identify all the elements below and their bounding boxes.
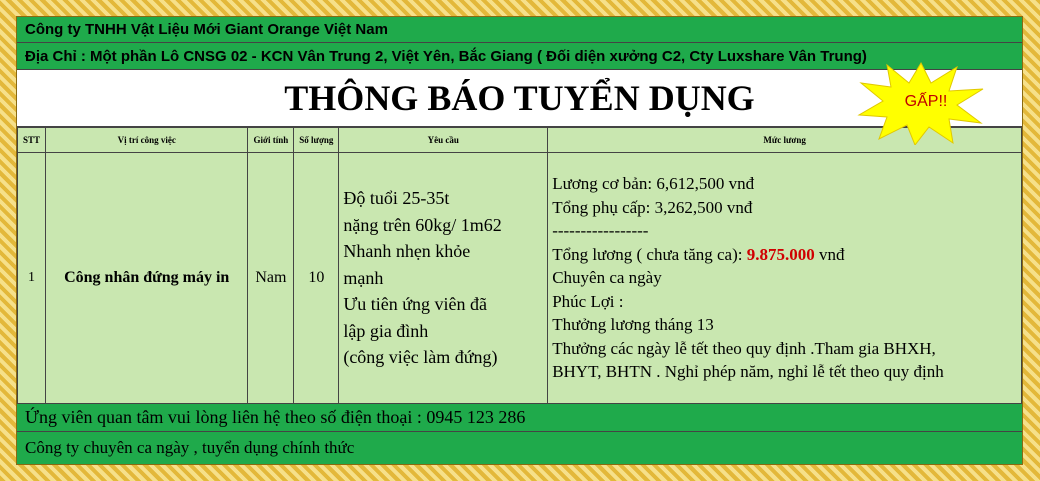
page-title: THÔNG BÁO TUYỂN DỤNG — [17, 70, 1022, 127]
cell-sex: Nam — [248, 153, 294, 404]
salary-allowance: Tổng phụ cấp: 3,262,500 vnđ — [552, 197, 753, 217]
col-header-quantity: Số lượng — [294, 128, 339, 153]
col-header-stt: STT — [18, 128, 46, 153]
shift-info: Chuyên ca ngày — [552, 268, 662, 288]
requirement-line: (công việc làm đứng) — [343, 347, 498, 368]
footer-note: Công ty chuyên ca ngày , tuyển dụng chính thức — [17, 432, 1022, 464]
urgent-badge: GẤP!! — [904, 93, 948, 110]
requirement-line: Ưu tiên ứng viên đã — [343, 294, 488, 315]
table-row — [18, 153, 1022, 404]
cell-quantity: 10 — [294, 153, 339, 404]
salary-total-unit: vnđ — [814, 244, 845, 264]
col-header-position: Vị trí công việc — [45, 128, 247, 153]
col-header-requirements: Yêu cầu — [339, 128, 548, 153]
requirement-line: Nhanh nhẹn khỏe — [343, 241, 471, 262]
cell-stt: 1 — [18, 153, 46, 404]
cell-requirements — [339, 153, 548, 404]
contact-line: Ứng viên quan tâm vui lòng liên hệ theo số điện thoại : 0945 123 286 — [17, 403, 1022, 432]
cell-salary — [548, 153, 1022, 404]
col-header-salary: Mức lương — [548, 128, 1022, 153]
col-header-sex: Giới tính — [248, 128, 294, 153]
salary-total-value: 9.875.000 — [746, 244, 815, 264]
company-address: Địa Chỉ : Một phần Lô CNSG 02 - KCN Vân Trung 2, Việt Yên, Bắc Giang ( Đối diện xưởng C2, Cty Luxshare Vân Trung) — [17, 43, 1022, 70]
cell-position: Công nhân đứng máy in — [45, 153, 247, 404]
requirement-line: Độ tuổi 25-35t — [343, 188, 450, 209]
notice-panel — [16, 16, 1023, 465]
job-table — [17, 127, 1022, 404]
company-name: Công ty TNHH Vật Liệu Mới Giant Orange Việt Nam — [17, 17, 1022, 43]
bonus-info: Thưởng lương tháng 13 — [552, 315, 714, 335]
requirement-line: lập gia đình — [343, 320, 429, 341]
requirement-line: nặng trên 60kg/ 1m62 — [343, 214, 502, 235]
salary-total — [552, 243, 1017, 267]
salary-total-label: Tổng lương ( chưa tăng ca): — [552, 244, 747, 264]
holiday-info-2: BHYT, BHTN . Nghỉ phép năm, nghỉ lễ tết theo quy định — [552, 362, 944, 382]
holiday-info-1: Thưởng các ngày lễ tết theo quy định .Tham gia BHXH, — [552, 338, 936, 358]
benefits-label: Phúc Lợi : — [552, 291, 624, 311]
salary-divider: ----------------- — [552, 221, 649, 241]
requirement-line: mạnh — [343, 267, 384, 288]
salary-base: Lương cơ bản: 6,612,500 vnđ — [552, 174, 755, 194]
